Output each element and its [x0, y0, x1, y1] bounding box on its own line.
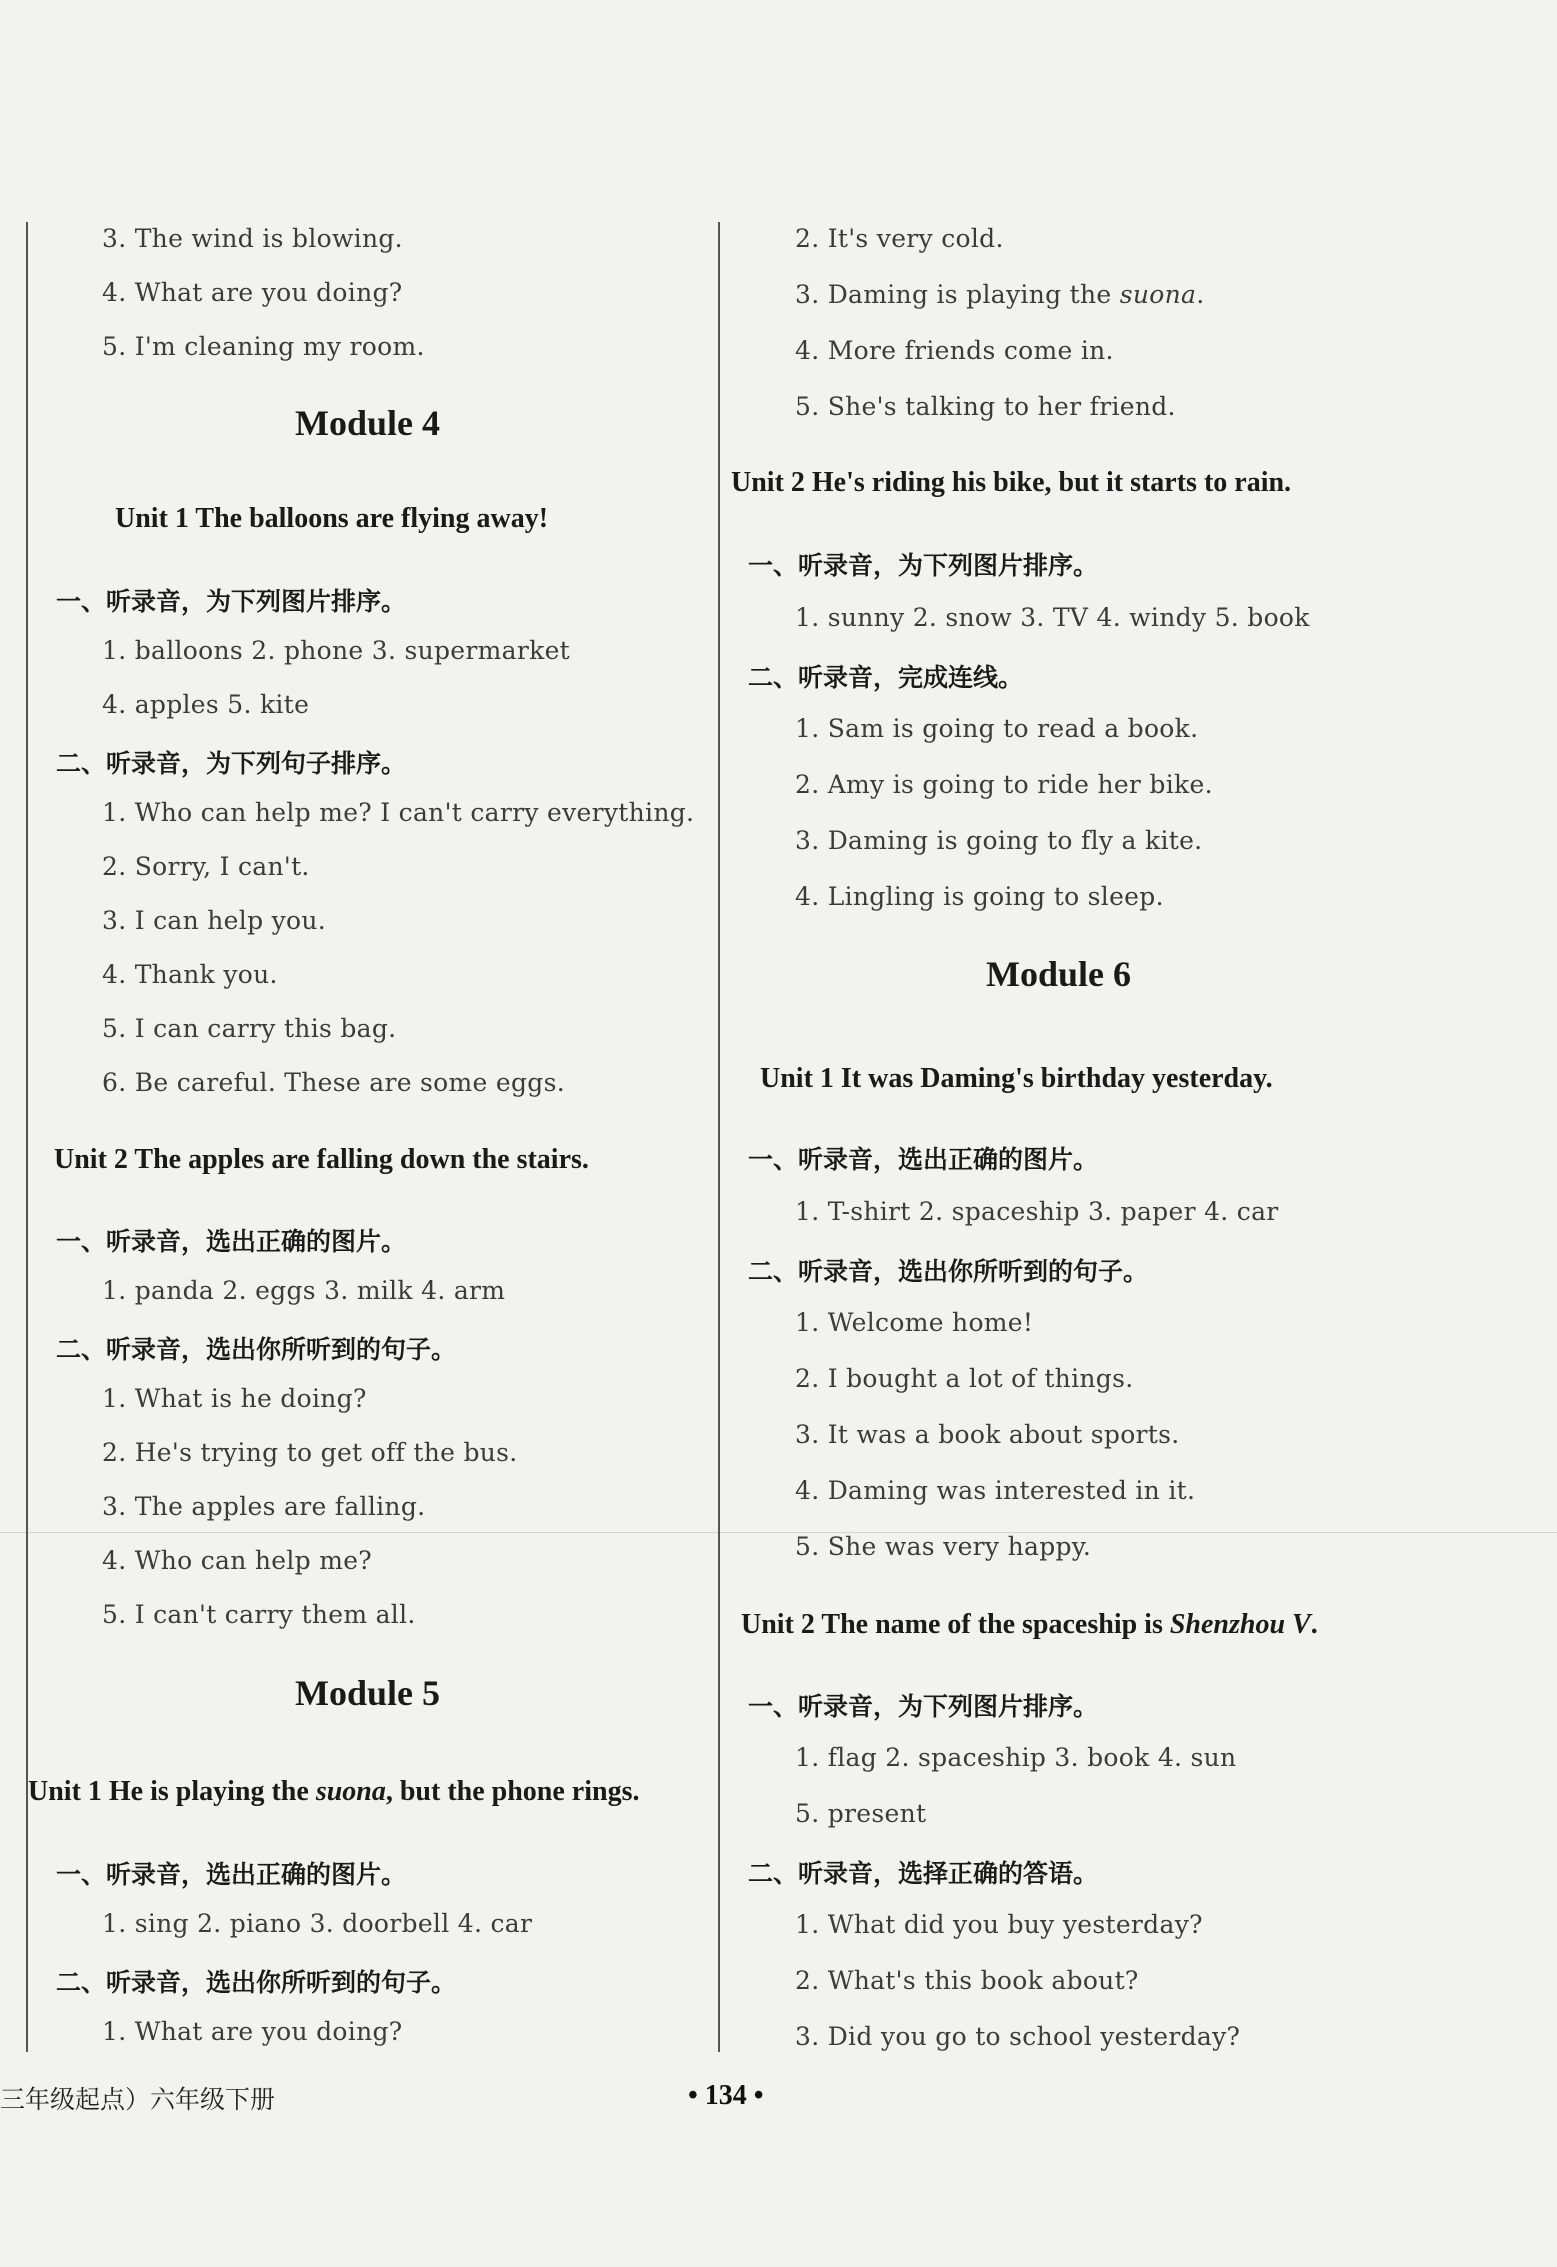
answer-line: 5. I'm cleaning my room. [102, 332, 425, 361]
line-part: . [1196, 280, 1205, 309]
title-part: Unit 1 He is playing the [28, 1776, 316, 1807]
title-italic-part: Shenzhou V [1169, 1609, 1311, 1640]
answer-line: 2. Sorry, I can't. [102, 852, 310, 881]
answer-line: 5. She was very happy. [795, 1532, 1092, 1561]
answer-line: 2. He's trying to get off the bus. [102, 1438, 518, 1467]
answer-line: 1. Who can help me? I can't carry everything. [102, 798, 695, 827]
answer-line: 3. The apples are falling. [102, 1492, 426, 1521]
module-5-unit-2-title: Unit 2 He's riding his bike, but it starts to rain. [731, 467, 1292, 498]
answer-line: 6. Be careful. These are some eggs. [102, 1068, 565, 1097]
scan-fold-line [0, 1532, 1557, 1533]
section-heading: 二、听录音，选择正确的答语。 [748, 1859, 1099, 1888]
answer-line: 1. panda 2. eggs 3. milk 4. arm [102, 1276, 506, 1305]
section-heading: 二、听录音，为下列句子排序。 [56, 749, 407, 778]
answer-line: 1. T-shirt 2. spaceship 3. paper 4. car [795, 1197, 1279, 1226]
section-heading: 一、听录音，选出正确的图片。 [56, 1227, 407, 1256]
module-4-unit-2-title: Unit 2 The apples are falling down the stairs. [54, 1144, 589, 1175]
answer-line: 3. The wind is blowing. [102, 224, 403, 253]
answer-line: 3. I can help you. [102, 906, 327, 935]
section-heading: 二、听录音，选出你所听到的句子。 [56, 1335, 457, 1364]
answer-line: 4. Thank you. [102, 960, 278, 989]
module-5-unit-1-title [28, 1776, 639, 1808]
section-heading: 二、听录音，完成连线。 [748, 663, 1024, 692]
title-part: Unit 2 The name of the spaceship is [741, 1609, 1170, 1640]
answer-line: 1. Welcome home! [795, 1308, 1034, 1337]
answer-line: 4. What are you doing? [102, 278, 403, 307]
module-6-unit-1-title: Unit 1 It was Daming's birthday yesterday. [760, 1063, 1273, 1094]
title-part: . [1310, 1609, 1318, 1640]
section-heading: 二、听录音，选出你所听到的句子。 [748, 1257, 1149, 1286]
title-italic-part: suona [315, 1776, 386, 1807]
answer-line: 2. What's this book about? [795, 1966, 1139, 1995]
answer-line: 1. What is he doing? [102, 1384, 367, 1413]
section-heading: 一、听录音，为下列图片排序。 [748, 551, 1099, 580]
module-6-heading: Module 6 [986, 954, 1132, 994]
module-4-heading: Module 4 [295, 403, 441, 443]
answer-line: 3. Daming is going to fly a kite. [795, 826, 1203, 855]
answer-line: 5. She's talking to her friend. [795, 392, 1176, 421]
page-number: • 134 • [688, 2080, 764, 2111]
center-column-rule [718, 222, 720, 2052]
module-4-unit-1-title: Unit 1 The balloons are flying away! [115, 503, 549, 534]
module-6-unit-2-title [741, 1609, 1318, 1641]
line-italic-part: suona [1119, 280, 1197, 309]
answer-line: 4. Lingling is going to sleep. [795, 882, 1164, 911]
answer-line: 5. I can carry this bag. [102, 1014, 397, 1043]
answer-line: 2. It's very cold. [795, 224, 1004, 253]
answer-line: 1. sing 2. piano 3. doorbell 4. car [102, 1909, 533, 1938]
answer-line [795, 280, 1205, 309]
answer-line: 3. It was a book about sports. [795, 1420, 1180, 1449]
section-heading: 二、听录音，选出你所听到的句子。 [56, 1968, 457, 1997]
section-heading: 一、听录音，选出正确的图片。 [56, 1860, 407, 1889]
answer-line: 2. I bought a lot of things. [795, 1364, 1134, 1393]
answer-line: 4. Who can help me? [102, 1546, 372, 1575]
answer-line: 1. balloons 2. phone 3. supermarket [102, 636, 571, 665]
section-heading: 一、听录音，为下列图片排序。 [56, 587, 407, 616]
answer-line: 1. flag 2. spaceship 3. book 4. sun [795, 1743, 1237, 1772]
section-heading: 一、听录音，为下列图片排序。 [748, 1692, 1099, 1721]
answer-line: 1. What did you buy yesterday? [795, 1910, 1203, 1939]
answer-line: 4. apples 5. kite [102, 690, 310, 719]
answer-line: 1. What are you doing? [102, 2017, 403, 2046]
answer-line: 3. Did you go to school yesterday? [795, 2022, 1241, 2051]
module-5-heading: Module 5 [295, 1673, 441, 1713]
answer-line: 1. Sam is going to read a book. [795, 714, 1199, 743]
answer-line: 5. present [795, 1799, 927, 1828]
answer-line: 4. More friends come in. [795, 336, 1114, 365]
answer-line: 2. Amy is going to ride her bike. [795, 770, 1213, 799]
line-part: 3. Daming is playing the [795, 280, 1120, 309]
section-heading: 一、听录音，选出正确的图片。 [748, 1145, 1099, 1174]
answer-line: 4. Daming was interested in it. [795, 1476, 1196, 1505]
answer-line: 5. I can't carry them all. [102, 1600, 416, 1629]
title-part: , but the phone rings. [385, 1776, 640, 1807]
book-label: 三年级起点）六年级下册 [0, 2085, 276, 2114]
answer-line: 1. sunny 2. snow 3. TV 4. windy 5. book [795, 603, 1310, 632]
